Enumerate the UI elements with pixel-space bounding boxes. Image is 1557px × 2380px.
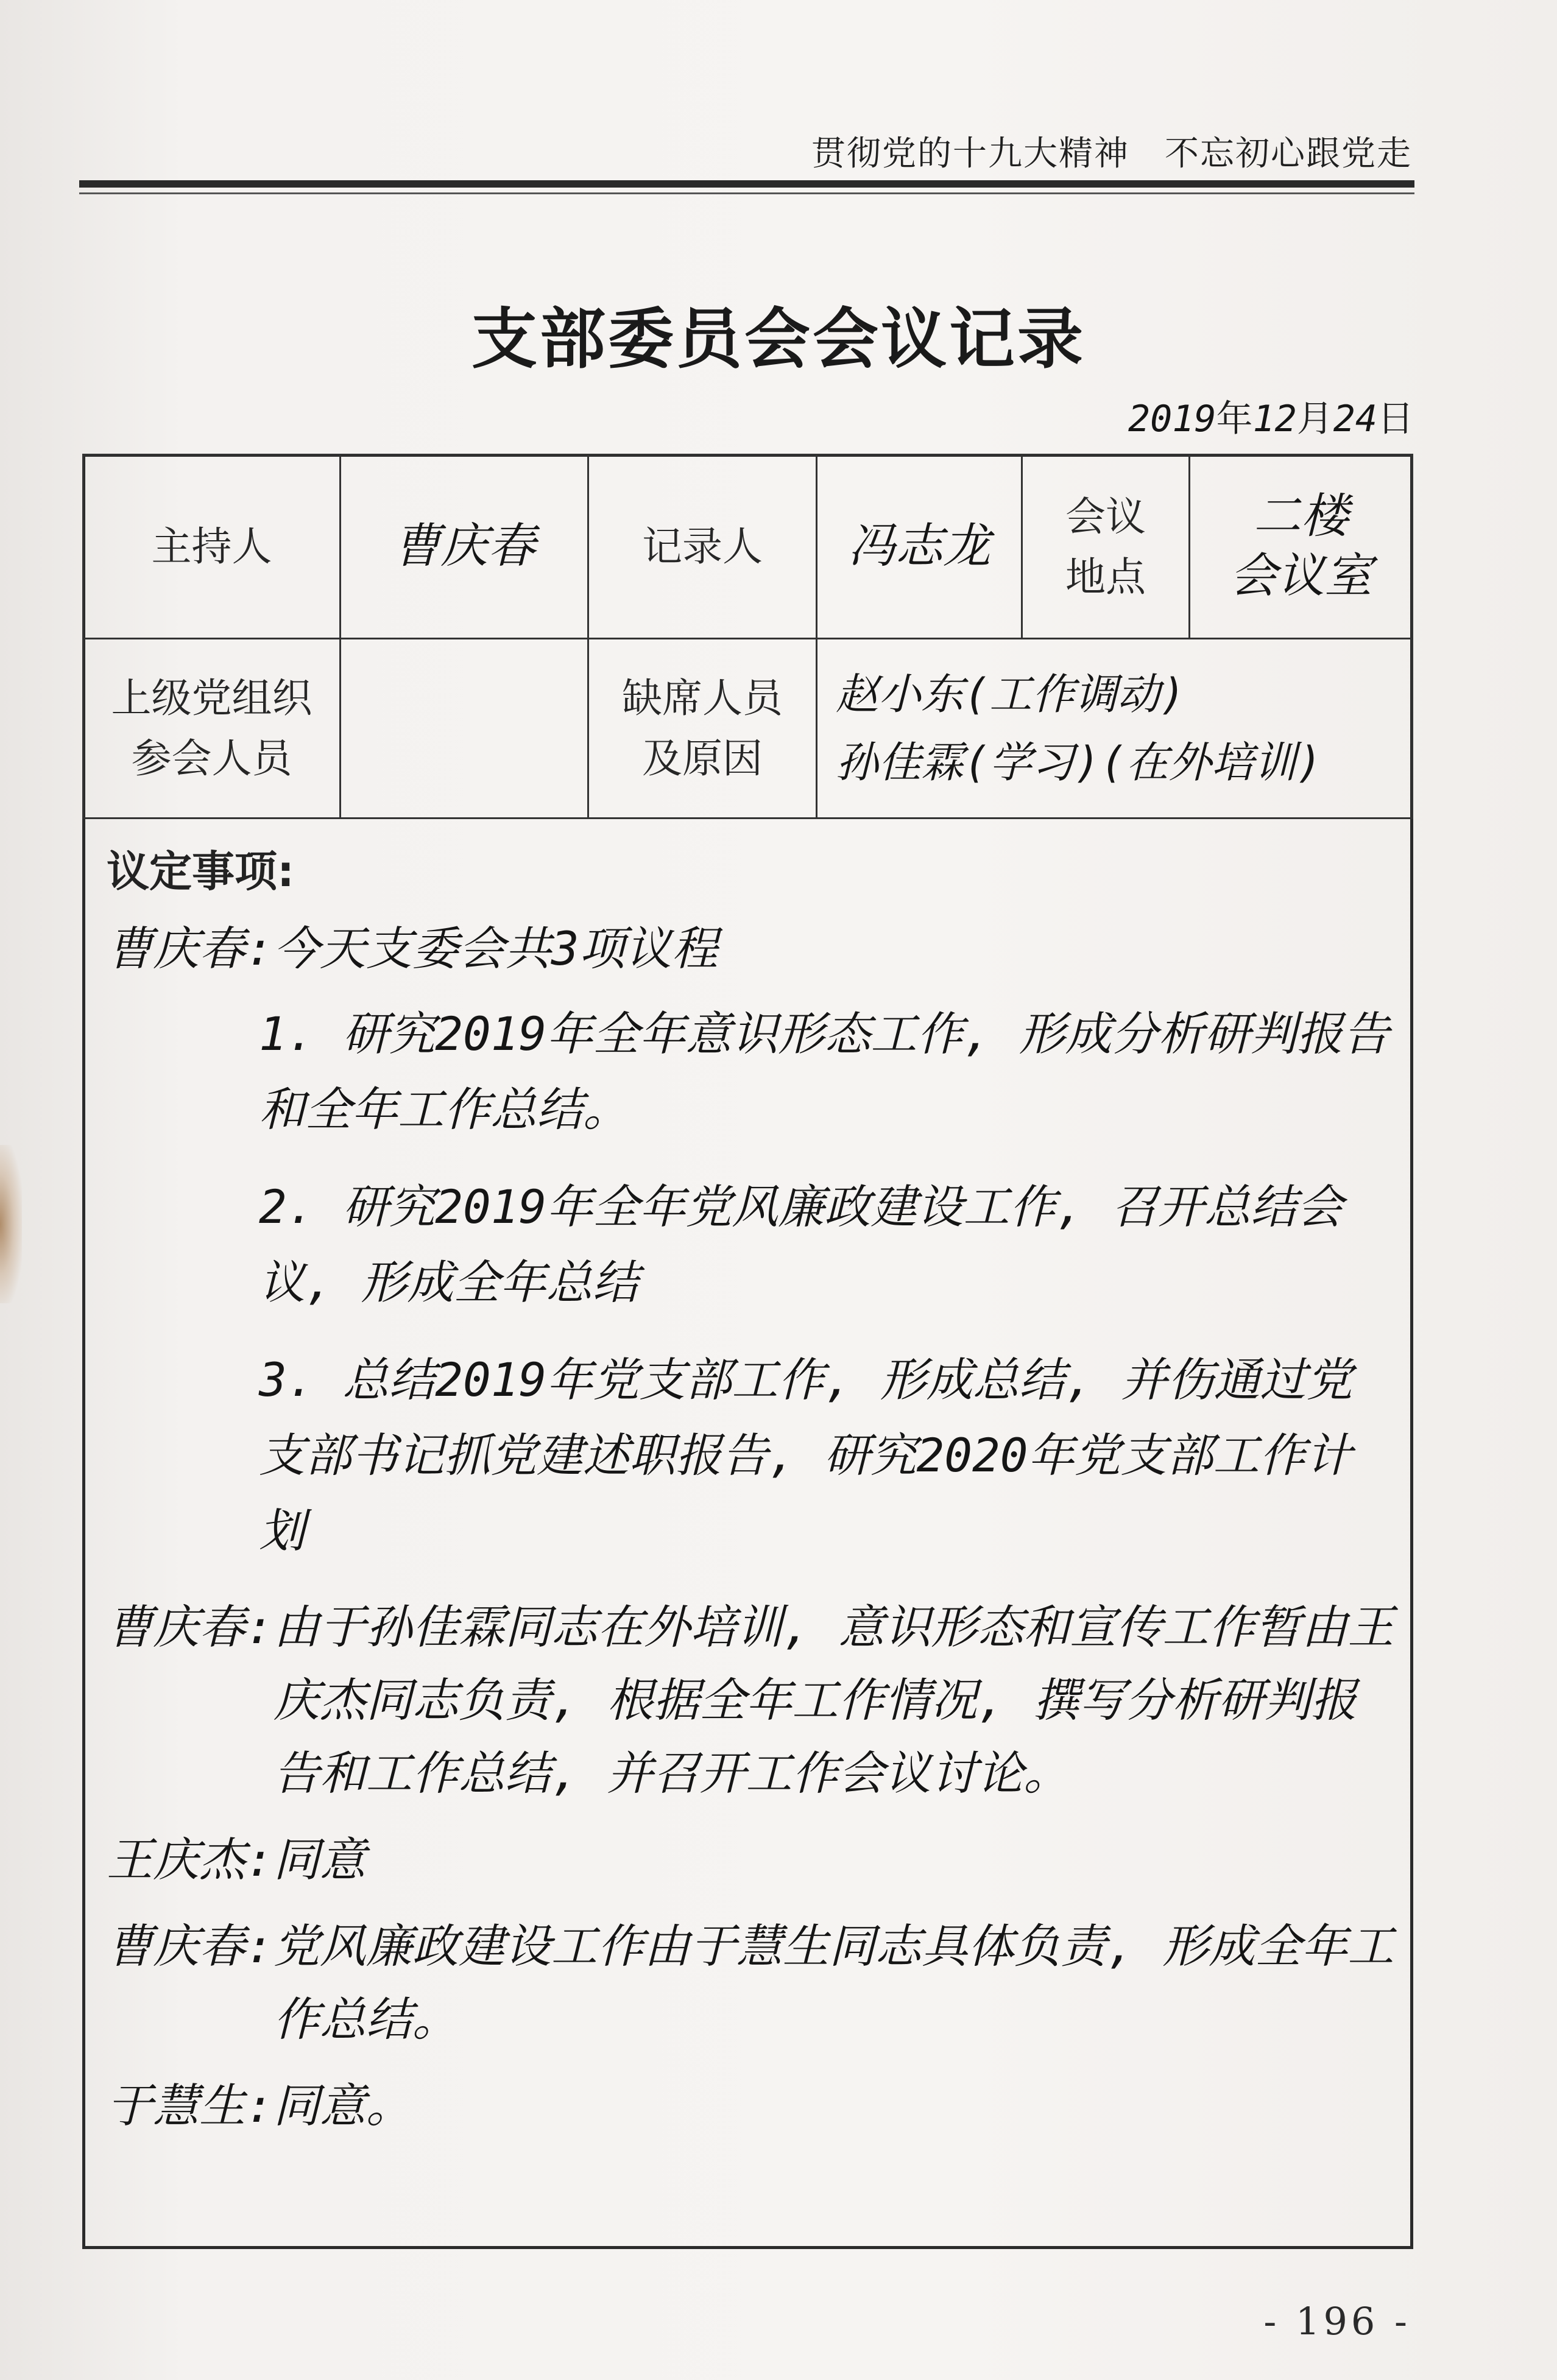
meeting-date xyxy=(1128,390,1414,442)
agenda-item: 1. 研究2019年全年意识形态工作, 形成分析研判报告和全年工作总结。 xyxy=(259,1007,1389,1136)
recorder-value-cell xyxy=(816,454,1023,639)
speaker-name: 王庆杰: xyxy=(107,1833,274,1887)
date-month-value: 12 xyxy=(1252,398,1297,440)
location-value-line1: 二楼 xyxy=(1253,489,1349,544)
speech-text: 由于孙佳霖同志在外培训, 意识形态和宣传工作暂由王庆杰同志负责, 根据全年工作情况, 撰写分析研判报告和工作总结, 并召开工作会议讨论。 xyxy=(273,1600,1394,1800)
minute-entry xyxy=(107,1910,1398,2056)
speaker-name: 曹庆春: xyxy=(107,1600,274,1654)
location-label-line1: 会议 xyxy=(1065,493,1146,540)
superior-label-line2: 参会人员 xyxy=(131,735,292,782)
recorder-value: 冯志龙 xyxy=(847,518,990,574)
speech-text: 同意。 xyxy=(273,2079,412,2133)
header-rule-thin xyxy=(79,192,1414,194)
date-year-value: 2019 xyxy=(1128,398,1216,440)
date-day-value: 24 xyxy=(1333,398,1377,440)
date-year-label: 年 xyxy=(1216,398,1253,440)
location-value-cell xyxy=(1188,454,1413,639)
agenda-item: 2. 研究2019年全年党风廉政建设工作, 召开总结会议, 形成全年总结 xyxy=(259,1180,1343,1309)
superior-label-line1: 上级党组织 xyxy=(111,675,312,722)
host-label-cell xyxy=(82,454,341,639)
recorder-label: 记录人 xyxy=(642,523,763,570)
header-rule xyxy=(79,180,1414,188)
absent-label-line1: 缺席人员 xyxy=(622,675,783,722)
minute-entry xyxy=(107,1591,1398,1810)
agenda-item: 3. 总结2019年党支部工作, 形成总结, 并伤通过党支部书记抓党建述职报告, 研究2020年党支部工作计划 xyxy=(259,1353,1353,1558)
absent-label-line2: 及原因 xyxy=(642,735,763,782)
host-value-cell xyxy=(339,454,589,639)
speaker-name: 曹庆春: xyxy=(107,1919,274,1973)
superior-value-cell xyxy=(339,638,589,819)
recorder-label-cell xyxy=(587,454,817,639)
minute-entry xyxy=(107,2069,1398,2142)
location-label-line2: 地点 xyxy=(1065,553,1146,600)
header-slogan: 贯彻党的十九大精神 不忘初心跟党走 xyxy=(811,134,1412,174)
date-month-label: 月 xyxy=(1296,398,1333,440)
superior-label-cell xyxy=(82,638,341,819)
speaker-name: 于慧生: xyxy=(107,2079,274,2133)
resolutions-section xyxy=(107,837,1398,2142)
location-value-line2: 会议室 xyxy=(1229,548,1372,604)
page-edge-shadow xyxy=(0,1145,22,1303)
speaker-name: 曹庆春: xyxy=(107,921,274,976)
agenda-list xyxy=(259,996,1398,1569)
absent-value-cell xyxy=(816,638,1413,819)
page-number: - 196 - xyxy=(1263,2299,1411,2343)
absent-value-line1: 赵小东(工作调动) xyxy=(836,669,1186,719)
resolutions-title: 议定事项: xyxy=(107,847,294,896)
document-title: 支部委员会会议记录 xyxy=(471,301,1086,378)
host-value: 曹庆春 xyxy=(392,518,535,574)
speech-text: 同意 xyxy=(273,1833,366,1887)
speech-text: 今天支委会共3项议程 xyxy=(273,921,718,976)
absent-value-line2: 孙佳霖(学习)(在外培训) xyxy=(836,738,1322,787)
date-day-label: 日 xyxy=(1377,398,1414,440)
minute-entry xyxy=(107,1823,1398,1896)
absent-label-cell xyxy=(587,638,817,819)
location-label-cell xyxy=(1021,454,1190,639)
host-label: 主持人 xyxy=(151,523,272,570)
speech-text: 党风廉政建设工作由于慧生同志具体负责, 形成全年工作总结。 xyxy=(273,1919,1394,2046)
minute-entry xyxy=(107,912,1398,985)
